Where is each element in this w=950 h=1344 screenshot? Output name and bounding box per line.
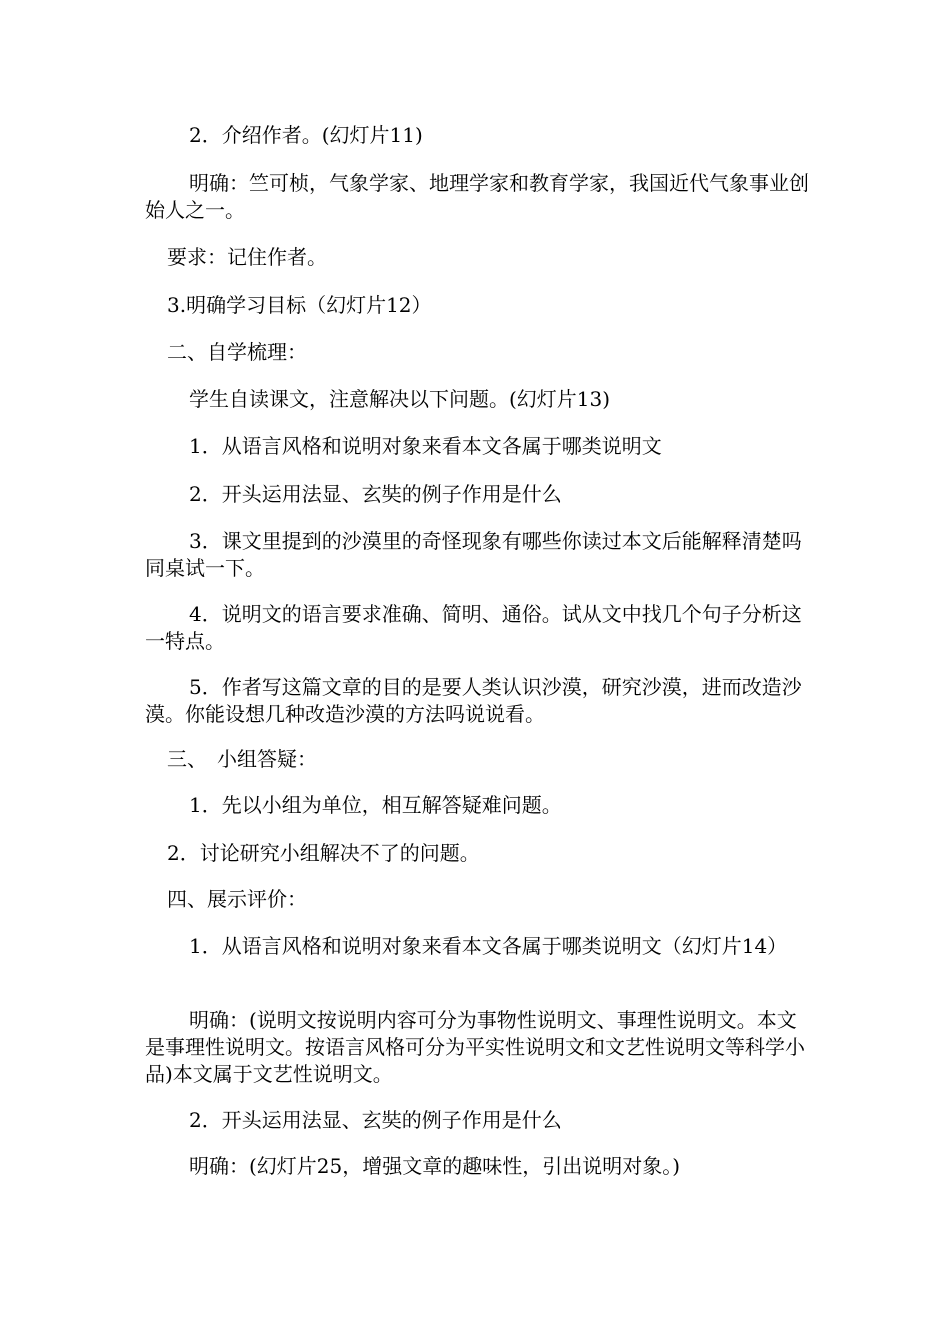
question-item-5: 5．作者写这篇文章的目的是要人类认识沙漠，研究沙漠，进而改造沙漠。你能设想几种改造沙漠的方法吗说说看。 xyxy=(145,675,802,726)
group-qa-item-1: 1．先以小组为单位，相互解答疑难问题。 xyxy=(189,793,562,817)
group-qa-item-2: 2．讨论研究小组解决不了的问题。 xyxy=(167,841,480,865)
question-item-1: 1．从语言风格和说明对象来看本文各属于哪类说明文 xyxy=(189,434,662,458)
presentation-answer-1: 明确：(说明文按说明内容可分为事物性说明文、事理性说明文。本文是事理性说明文。按语言风格可分为平实性说明文和文艺性说明文等科学小品)本文属于文艺性说明文。 xyxy=(145,1008,805,1086)
section-heading-group-qa: 三、 小组答疑： xyxy=(167,747,317,771)
question-item-4: 4．说明文的语言要求准确、简明、通俗。试从文中找几个句子分析这一特点。 xyxy=(145,602,802,653)
section-heading-self-study: 二、自学梳理： xyxy=(167,340,307,364)
presentation-answer-2: 明确：(幻灯片25，增强文章的趣味性，引出说明对象。) xyxy=(189,1154,681,1178)
paragraph-learning-goals: 3.明确学习目标（幻灯片12） xyxy=(167,293,432,317)
section-heading-presentation: 四、展示评价： xyxy=(167,887,307,911)
presentation-item-2: 2．开头运用法显、玄奘的例子作用是什么 xyxy=(189,1108,562,1132)
paragraph-self-study-intro: 学生自读课文，注意解决以下问题。(幻灯片13) xyxy=(189,387,611,411)
paragraph-introduce-author: 2．介绍作者。(幻灯片11) xyxy=(189,123,423,147)
paragraph-author-answer: 明确：竺可桢，气象学家、地理学家和教育学家，我国近代气象事业创始人之一。 xyxy=(145,171,809,222)
presentation-item-1: 1．从语言风格和说明对象来看本文各属于哪类说明文（幻灯片14） xyxy=(189,934,788,958)
question-item-2: 2．开头运用法显、玄奘的例子作用是什么 xyxy=(189,482,562,506)
paragraph-requirement: 要求：记住作者。 xyxy=(167,245,327,269)
question-item-3: 3．课文里提到的沙漠里的奇怪现象有哪些你读过本文后能解释清楚吗同桌试一下。 xyxy=(145,529,802,580)
